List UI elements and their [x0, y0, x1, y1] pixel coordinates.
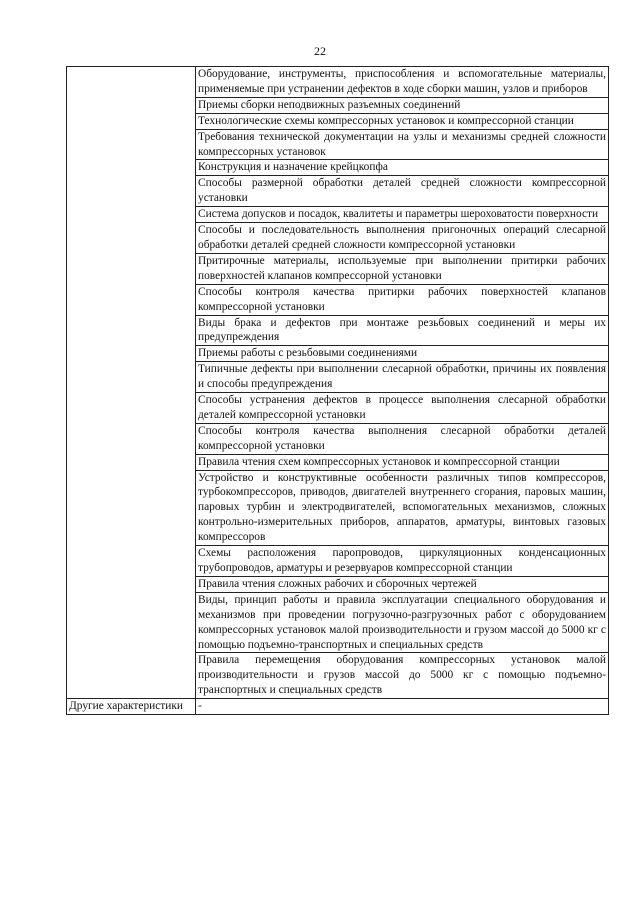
section-label-cell [67, 67, 196, 699]
page-number: 22 [314, 44, 326, 58]
table-row [67, 699, 609, 715]
knowledge-item: Правила чтения сложных рабочих и сборочных чертежей [196, 576, 609, 592]
knowledge-item: Требования технической документации на узлы и механизмы средней сложности компрессорных установок [196, 129, 609, 160]
knowledge-item: Технологические схемы компрессорных установок и компрессорной станции [196, 113, 609, 129]
table-row [67, 67, 609, 98]
knowledge-item: Притирочные материалы, используемые при выполнении притирки рабочих поверхностей клапанов компрессорной установки [196, 253, 609, 284]
knowledge-item: Схемы расположения паропроводов, циркуляционных конденсационных трубопроводов, арматуры и резервуаров компрессорной станции [196, 546, 609, 577]
knowledge-item: Оборудование, инструменты, приспособления и вспомогательные материалы, применяемые при устранении дефектов в ходе сборки машин, узлов и приборов [196, 67, 609, 98]
knowledge-item: Виды, принцип работы и правила эксплуатации специального оборудования и механизмов при проведении погрузочно-разгрузочных работ с оборудованием компрессорных установок малой производительности и грузом массой до 5000 кг с помощью подъемно-транспортных и специальных средств [196, 592, 609, 653]
knowledge-item: Устройство и конструктивные особенности различных типов компрессоров, турбокомпрессоров, приводов, двигателей внутреннего сгорания, паровых машин, паровых турбин и электродвигателей, вспомогательных механизмов, сложных контрольно-измерительных приборов, аппаратов, арматуры, винтовых газовых компрессоров [196, 470, 609, 546]
knowledge-item: Способы контроля качества выполнения слесарной обработки деталей компрессорной установки [196, 423, 609, 454]
knowledge-item: Конструкция и назначение крейцкопфа [196, 160, 609, 176]
knowledge-item: Способы устранения дефектов в процессе выполнения слесарной обработки деталей компрессорной установки [196, 393, 609, 424]
knowledge-item: Способы контроля качества притирки рабочих поверхностей клапанов компрессорной установки [196, 284, 609, 315]
knowledge-table [66, 66, 609, 715]
knowledge-item: Правила чтения схем компрессорных установок и компрессорной станции [196, 454, 609, 470]
knowledge-item: Приемы сборки неподвижных разъемных соединений [196, 97, 609, 113]
other-characteristics-value: - [196, 699, 609, 715]
knowledge-item: Типичные дефекты при выполнении слесарной обработки, причины их появления и способы предупреждения [196, 362, 609, 393]
knowledge-item: Виды брака и дефектов при монтаже резьбовых соединений и меры их предупреждения [196, 315, 609, 346]
other-characteristics-label: Другие характеристики [67, 699, 196, 715]
knowledge-item: Правила перемещения оборудования компрессорных установок малой производительности и грузов массой до 5000 кг с помощью подъемно-транспортных и специальных средств [196, 653, 609, 699]
knowledge-item: Способы и последовательность выполнения пригоночных операций слесарной обработки деталей средней сложности компрессорной установки [196, 223, 609, 254]
knowledge-item: Приемы работы с резьбовыми соединениями [196, 346, 609, 362]
knowledge-item: Способы размерной обработки деталей средней сложности компрессорной установки [196, 176, 609, 207]
knowledge-item: Система допусков и посадок, квалитеты и параметры шероховатости поверхности [196, 207, 609, 223]
